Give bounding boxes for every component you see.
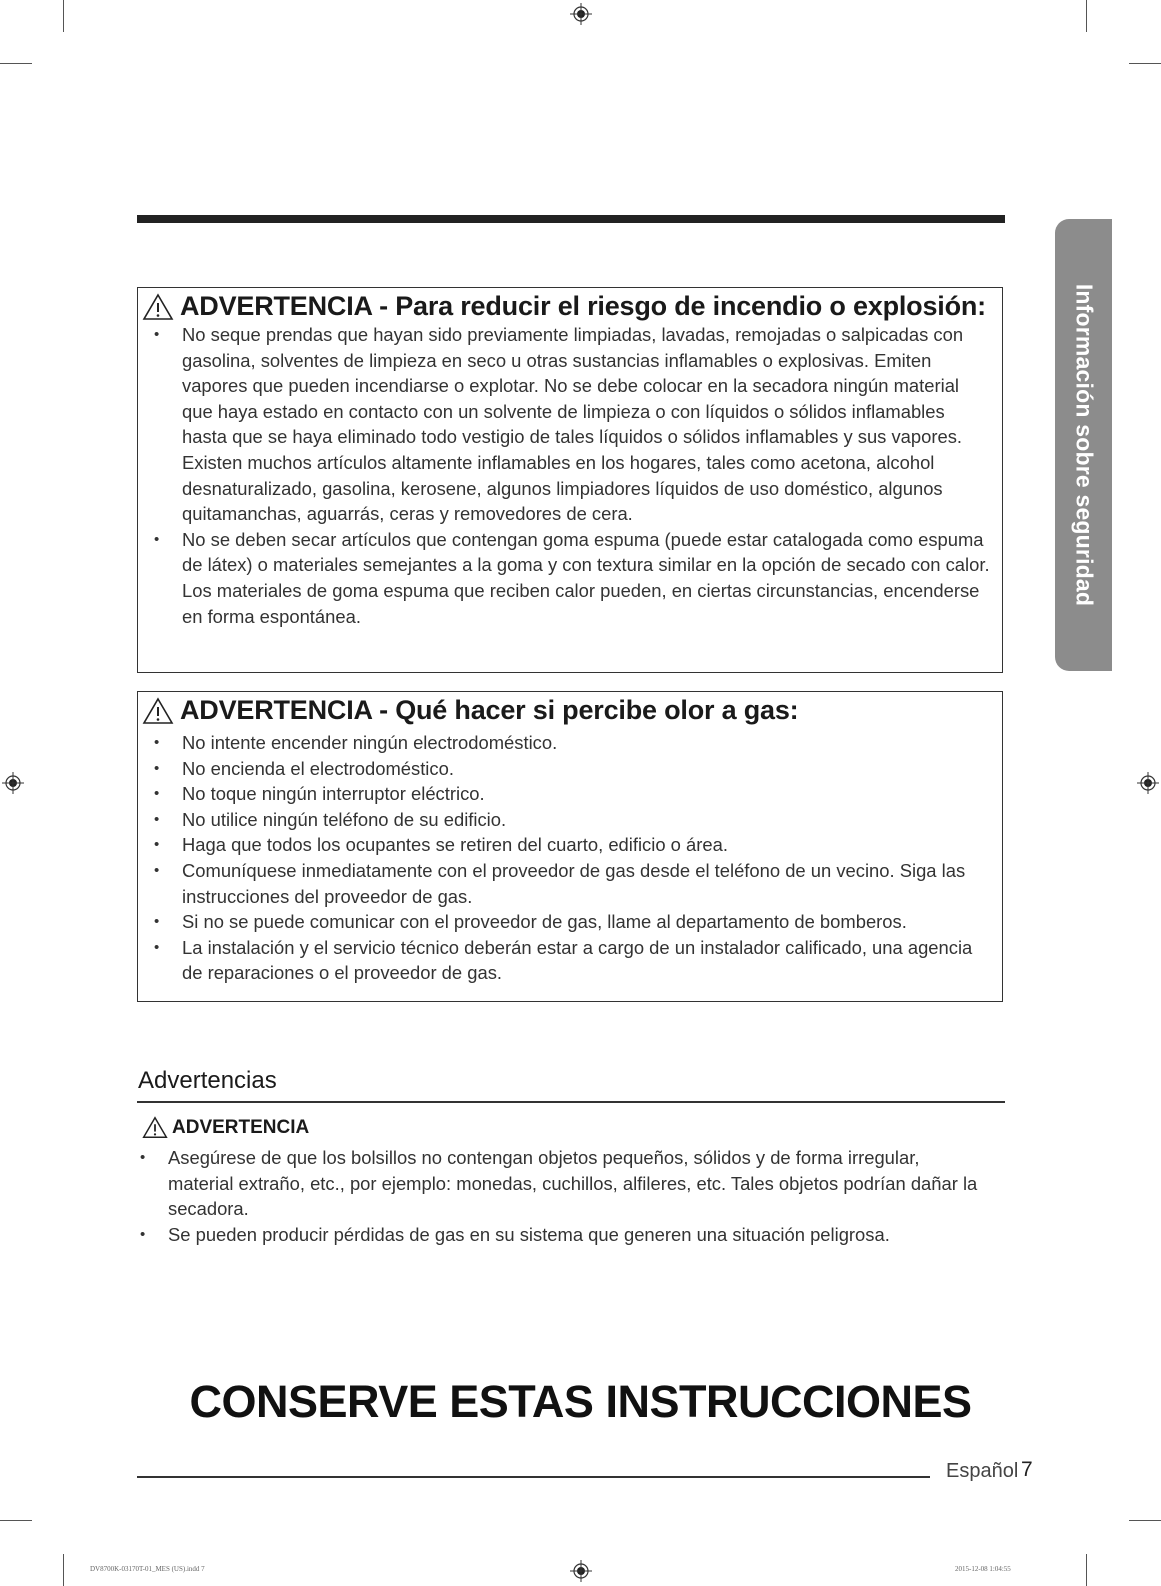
list-item: • Asegúrese de que los bolsillos no contengan objetos pequeños, sólidos y de forma irregular, material extraño, etc., por ejemplo: monedas, cuchillos, alfileres, etc. Tales objetos podrían dañar la secadora. bbox=[128, 1145, 988, 1222]
fire-warning-list bbox=[142, 322, 994, 629]
crop-mark bbox=[0, 1520, 32, 1521]
advertencia-label bbox=[142, 1116, 309, 1139]
list-item-paragraph: • No se deben secar artículos que contengan goma espuma (puede estar catalogada como espuma de látex) o materiales semejantes a la goma y con textura similar en la opción de secado con calor. Los materiales de goma espuma que reciben calor pueden, en ciertas circunstancias, encenderse en forma espontánea. bbox=[182, 528, 990, 627]
print-slug-left: DV8700K-03170T-01_MES (US).indd 7 bbox=[90, 1565, 205, 1573]
list-item: • Si no se puede comunicar con el proveedor de gas, llame al departamento de bomberos. bbox=[142, 909, 994, 935]
gas-warning-list bbox=[142, 730, 994, 986]
crop-mark bbox=[1129, 63, 1161, 64]
registration-mark-icon bbox=[570, 3, 592, 25]
warning-triangle-icon bbox=[142, 293, 174, 321]
list-item: • No encienda el electrodoméstico. bbox=[142, 756, 994, 782]
crop-mark bbox=[1086, 1554, 1087, 1586]
list-item: • Haga que todos los ocupantes se retiren del cuarto, edificio o área. bbox=[142, 832, 994, 858]
registration-mark-icon bbox=[570, 1560, 592, 1582]
list-item-paragraph: Existen muchos artículos altamente inflamables en los hogares, tales como acetona, alcohol desnaturalizado, gasolina, kerosene, algunos limpiadores líquidos de uso doméstico, algunos quitamanchas, aguarrás, ceras y removedores de cera. bbox=[182, 451, 943, 525]
crop-mark bbox=[1086, 0, 1087, 32]
main-title: CONSERVE ESTAS INSTRUCCIONES bbox=[189, 1376, 972, 1427]
print-slug-right: 2015-12-08 1:04:55 bbox=[955, 1565, 1011, 1573]
fire-warning-title: ADVERTENCIA - Para reducir el riesgo de incendio o explosión: bbox=[180, 291, 986, 321]
section-heading: Advertencias bbox=[138, 1067, 277, 1094]
list-item: • No toque ningún interruptor eléctrico. bbox=[142, 781, 994, 807]
section-side-tab bbox=[1055, 219, 1112, 671]
crop-mark bbox=[63, 1554, 64, 1586]
list-item: • Comuníquese inmediatamente con el proveedor de gas desde el teléfono de un vecino. Siga las instrucciones del proveedor de gas. bbox=[142, 858, 994, 909]
fire-warning-heading bbox=[142, 291, 994, 322]
advertencia-label-text: ADVERTENCIA bbox=[172, 1116, 310, 1138]
section-rule bbox=[137, 1101, 1005, 1103]
gas-warning-title: ADVERTENCIA - Qué hacer si percibe olor a gas: bbox=[180, 695, 799, 725]
warning-triangle-icon bbox=[142, 1116, 168, 1139]
crop-mark bbox=[63, 0, 64, 32]
page-number: 7 bbox=[1021, 1458, 1033, 1481]
list-item: • No intente encender ningún electrodoméstico. bbox=[142, 730, 994, 756]
list-item bbox=[142, 322, 994, 527]
registration-mark-icon bbox=[1137, 772, 1159, 794]
header-rule bbox=[137, 215, 1005, 223]
footer-rule bbox=[137, 1476, 930, 1478]
gas-warning-heading bbox=[142, 695, 994, 726]
crop-mark bbox=[1129, 1520, 1161, 1521]
advertencias-list bbox=[128, 1145, 988, 1247]
list-item bbox=[142, 527, 994, 629]
list-item: • No utilice ningún teléfono de su edificio. bbox=[142, 807, 994, 833]
list-item: • La instalación y el servicio técnico deberán estar a cargo de un instalador calificado, una agencia de reparaciones o el proveedor de gas. bbox=[142, 935, 994, 986]
list-item-paragraph: • No seque prendas que hayan sido previamente limpiadas, lavadas, remojadas o salpicadas con gasolina, solventes de limpieza en seco u otras sustancias inflamables o explosivas. Emiten vapores que pueden incendiarse o explotar. No se debe colocar en la secadora ningún material que haya estado en contacto con un solvente de limpieza o con líquidos o sólidos inflamables hasta que se haya eliminado todo vestigio de tales líquidos o sólidos inflamables y sus vapores. bbox=[182, 324, 964, 448]
fire-warning-box bbox=[137, 287, 1003, 673]
footer-language: Español bbox=[946, 1460, 1019, 1482]
registration-mark-icon bbox=[2, 772, 24, 794]
list-item: • Se pueden producir pérdidas de gas en su sistema que generen una situación peligrosa. bbox=[128, 1222, 988, 1248]
gas-warning-box bbox=[137, 691, 1003, 1002]
side-tab-label: Información sobre seguridad bbox=[1071, 283, 1097, 607]
crop-mark bbox=[0, 63, 32, 64]
warning-triangle-icon bbox=[142, 697, 174, 725]
